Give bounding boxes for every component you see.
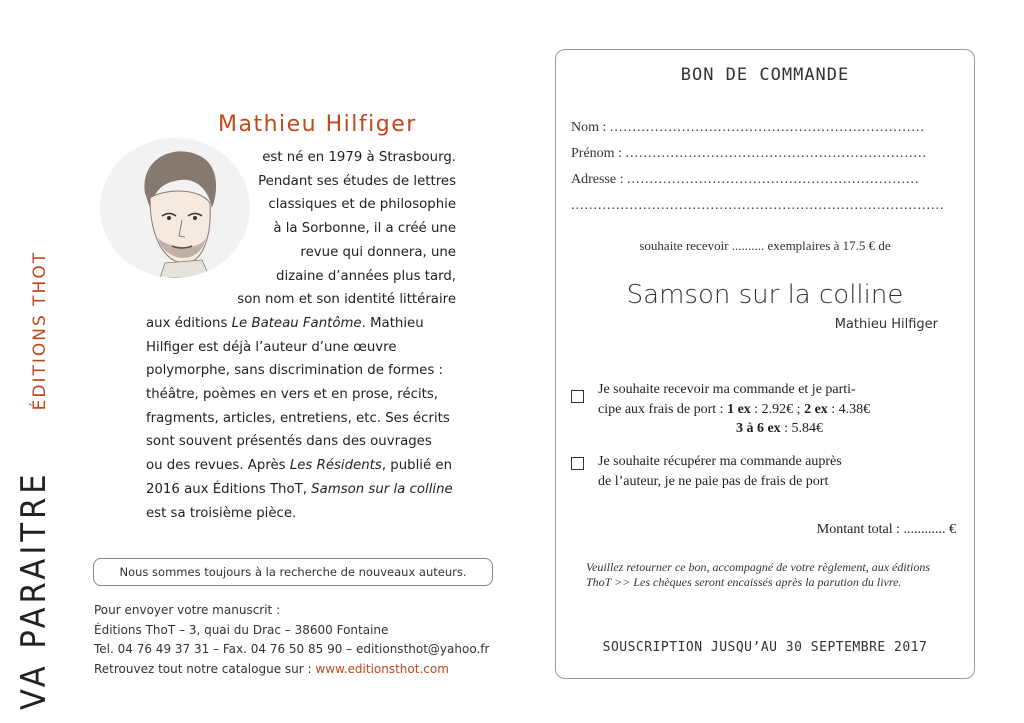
shipping-option-text (598, 380, 961, 439)
contact-address: Éditions ThoT – 3, quai du Drac – 38600 Fontaine (94, 622, 389, 637)
bio-line: Pendant ses études de lettres (258, 173, 456, 189)
bio-text: . Mathieu (361, 315, 424, 331)
pickup-text-line: Je souhaite récupérer ma commande auprès (598, 454, 842, 469)
bio-line: fragments, articles, entretiens, etc. Ses écrits (146, 410, 450, 426)
author-bio (90, 146, 456, 525)
bio-line (90, 454, 456, 478)
address-field-line2[interactable] (571, 198, 945, 214)
price-3: : 5.84€ (784, 421, 824, 436)
firstname-dots: ................................................................... (625, 146, 927, 161)
bio-line: est né en 1979 à Strasbourg. (262, 150, 456, 165)
bio-line: polymorphe, sans discrimination de formes : (146, 363, 443, 379)
shipping-text-line (598, 419, 961, 439)
bio-line: sont souvent présentés dans des ouvrages (146, 434, 432, 450)
pickup-option-text (598, 452, 961, 491)
price-2: : 4.38€ (831, 401, 871, 417)
pickup-text-line: de l’auteur, je ne paie pas de frais de port (598, 473, 829, 489)
shipping-checkbox[interactable] (571, 390, 584, 403)
website-link[interactable]: www.editionsthot.com (315, 661, 449, 676)
price-1: : 2.92€ ; (754, 401, 801, 417)
bio-text: 2016 aux Éditions ThoT, (146, 481, 307, 497)
return-instructions: Veuillez retourner ce bon, accompagné de votre règlement, aux éditions ThoT >> Les chèques seront encaissés après la parution du livre. (586, 560, 931, 589)
bio-line: son nom et son identité littéraire (237, 292, 456, 308)
quantity-2: 2 ex (804, 401, 828, 417)
total-amount[interactable]: Montant total : ............ € (816, 522, 956, 537)
va-paraitre-heading: VA PARAITRE (14, 470, 54, 710)
bio-text: aux éditions (146, 315, 228, 331)
order-form (555, 49, 975, 679)
quantity-line: souhaite recevoir .......... exemplaires à 17.5 € de (639, 238, 891, 253)
bio-text: ou des revues. Après (146, 458, 286, 474)
address-dots: ................................................................. (627, 172, 920, 187)
bio-book-title: Les Résidents (289, 458, 382, 474)
shipping-text-line (598, 400, 961, 420)
bio-line: classiques et de philosophie (268, 197, 456, 213)
address-field[interactable] (571, 172, 920, 188)
pickup-option (571, 452, 961, 491)
firstname-field[interactable] (571, 146, 927, 162)
editions-thot-brand: ÉDITIONS THOT (30, 250, 50, 411)
name-field[interactable] (571, 120, 925, 136)
bio-line: à la Sorbonne, il a créé une (273, 221, 456, 237)
bio-line: Hilfiger est déjà l’auteur d’une œuvre (146, 339, 397, 355)
book-title: Samson sur la colline (626, 280, 904, 310)
bio-line: théâtre, poèmes en vers et en prose, récits, (146, 387, 439, 403)
address-dots-line2: ................................................................................... (571, 198, 945, 213)
bio-line: revue qui donnera, une (300, 244, 456, 260)
bio-line (90, 478, 456, 502)
contact-line: Pour envoyer votre manuscrit : (94, 603, 281, 617)
quantity-1: 1 ex (727, 401, 751, 417)
bio-line: dizaine d’années plus tard, (276, 268, 456, 284)
contact-catalogue (94, 660, 489, 680)
subscription-deadline: SOUSCRIPTION JUSQU’AU 30 SEPTEMBRE 2017 (602, 640, 928, 655)
bio-line (90, 312, 456, 336)
order-form-title: BON DE COMMANDE (680, 65, 850, 85)
quantity-3: 3 à 6 ex (735, 421, 781, 436)
name-label: Nom : (571, 120, 607, 135)
bio-text: , publié en (381, 458, 452, 474)
pickup-checkbox[interactable] (571, 457, 584, 470)
shipping-text-line: Je souhaite recevoir ma commande et je parti- (598, 382, 856, 397)
address-label: Adresse : (571, 172, 624, 187)
book-author: Mathieu Hilfiger (834, 317, 938, 332)
bio-book-title: Le Bateau Fantôme (231, 315, 362, 331)
author-name: Mathieu Hilfiger (218, 112, 417, 137)
contact-info (94, 601, 489, 679)
catalogue-label: Retrouvez tout notre catalogue sur : (94, 661, 312, 676)
bio-book-title: Samson sur la colline (311, 481, 453, 497)
vertical-brand (14, 251, 54, 710)
authors-notice: Nous sommes toujours à la recherche de nouveaux auteurs. (93, 558, 493, 586)
name-dots: ...................................................................... (609, 120, 925, 135)
firstname-label: Prénom : (571, 146, 622, 161)
shipping-text: cipe aux frais de port : (598, 401, 724, 417)
contact-phone-email: Tel. 04 76 49 37 31 – Fax. 04 76 50 85 90 – editionsthot@yahoo.fr (94, 642, 490, 656)
shipping-option (571, 380, 961, 439)
bio-line: est sa troisième pièce. (146, 505, 297, 521)
